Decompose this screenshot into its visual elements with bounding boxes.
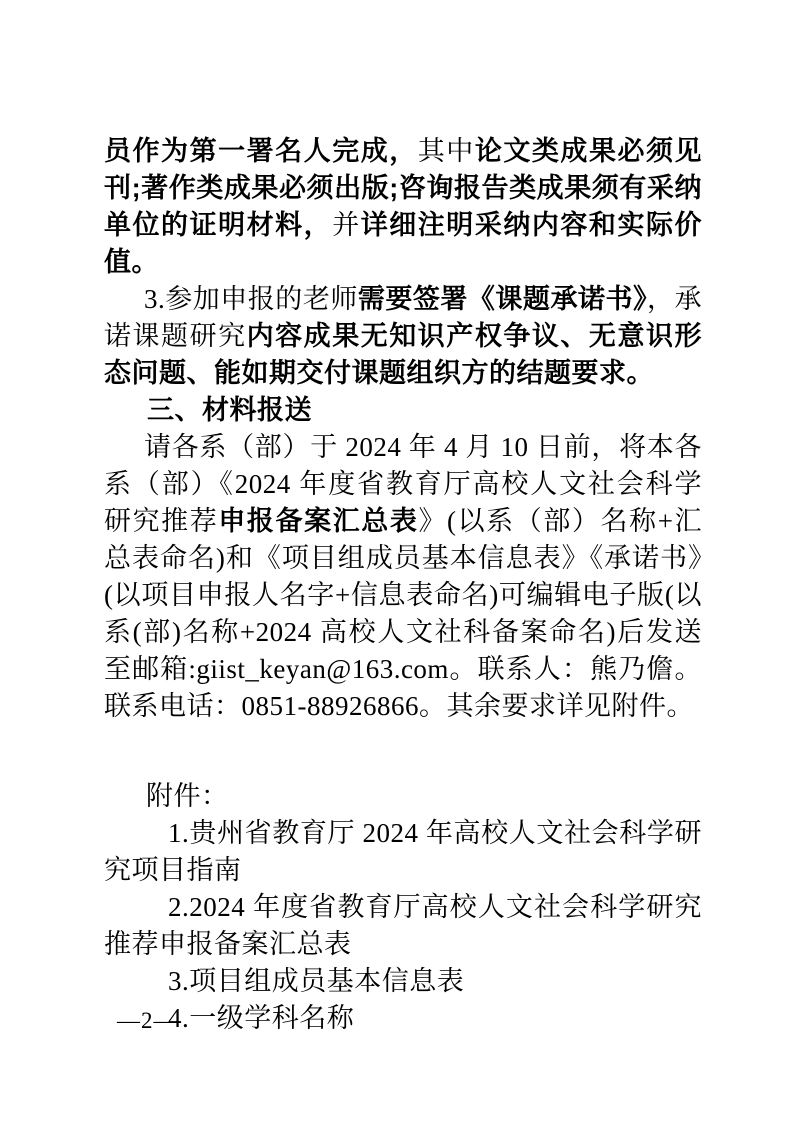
bold-text-run: 需要签署《课题承诺书》 bbox=[357, 284, 647, 314]
attachment-item-1 bbox=[104, 815, 702, 889]
attachment-item-4 bbox=[104, 1000, 702, 1037]
paragraph-item-3-commitment bbox=[104, 281, 702, 392]
text-run: 并 bbox=[332, 210, 361, 240]
text-run: 附件： bbox=[146, 781, 229, 811]
attachment-item-2 bbox=[104, 889, 702, 963]
text-run: 1.贵州省教育厅 2024 年高校人文社会科学研究项目指南 bbox=[104, 818, 702, 885]
text-run: ，承诺课题研究 bbox=[104, 284, 703, 351]
text-run: 请各系（部）于 2024 年 4 月 10 日前，将本各系（部）《2024 年度省教育厅高校人文社会科学研究推荐 bbox=[104, 432, 702, 536]
paragraph-continued-requirements bbox=[104, 133, 702, 281]
section-heading-materials-submission bbox=[104, 392, 702, 429]
bold-text-run: 员作为第一署名人完成， bbox=[104, 136, 418, 166]
text-run: 2.2024 年度省教育厅高校人文社会科学研究推荐申报备案汇总表 bbox=[104, 892, 702, 959]
text-run: 3.参加申报的老师 bbox=[144, 284, 358, 314]
text-run: 》(以系（部）名称+汇总表命名)和《项目组成员基本信息表》《承诺书》(以项目申报人名字+信息表命名)可编辑电子版(以系(部)名称+2024 高校人文社科备案命名)后发送至邮箱:giist_keyan@163.com。联系人：熊乃儋。联系电话：0851-88926866。其余要求详见附件。 bbox=[104, 506, 703, 721]
text-run: 3.项目组成员基本信息表 bbox=[168, 966, 465, 996]
text-run: 其中 bbox=[417, 136, 475, 166]
document-body bbox=[104, 133, 702, 1037]
attachment-item-3 bbox=[104, 963, 702, 1000]
bold-text-run: 详细注明采纳内容和实际价值。 bbox=[104, 210, 703, 277]
bold-text-run: 三、材料报送 bbox=[147, 395, 312, 425]
bold-text-run: 论文类成果必须见刊;著作类成果必须出版;咨询报告类成果须有采纳单位的证明材料， bbox=[104, 136, 703, 240]
text-run: 4.一级学科名称 bbox=[168, 1003, 355, 1033]
paragraph-submission-instructions bbox=[104, 429, 702, 725]
bold-text-run: 内容成果无知识产权争议、无意识形态问题、能如期交付课题组织方的结题要求。 bbox=[104, 321, 702, 388]
attachments-label bbox=[104, 778, 702, 815]
bold-text-run: 申报备案汇总表 bbox=[218, 506, 419, 536]
page-number: —2— bbox=[117, 1008, 178, 1033]
